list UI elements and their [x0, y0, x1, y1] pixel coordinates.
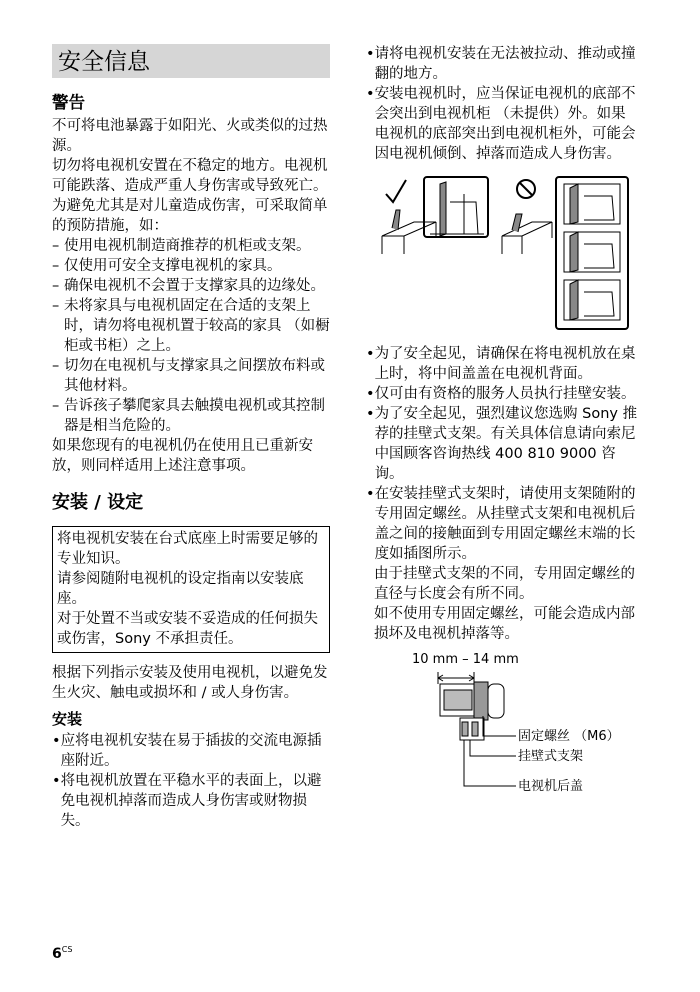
list-item: – 未将家具与电视机固定在合适的支架上时，请勿将电视机置于较高的家具 （如橱柜或书柜）之上。	[52, 298, 330, 354]
list-item: – 仅使用可安全支撑电视机的家具。	[52, 258, 282, 274]
prohibited-icon	[517, 180, 535, 198]
warning-heading: 警告	[52, 93, 85, 112]
list-item: • 在安装挂壁式支架时，请使用支架随附的专用固定螺丝。从挂壁式支架和电视机后盖之间的接触面到专用固定螺丝末端的长度如插图所示。	[366, 486, 636, 562]
note-box	[52, 526, 330, 653]
tv-placement-illustration	[366, 174, 640, 334]
list-item: – 告诉孩子攀爬家具去触摸电视机或其控制器是相当危险的。	[52, 398, 325, 434]
install-subheading: 安装	[52, 710, 83, 728]
install-heading: 安装 / 设定	[52, 492, 144, 513]
list-item: • 为了安全起见，强烈建议您选购 Sony 推荐的挂壁式支架。有关具体信息请向索尼中国顾客咨询热线 400 810 9000 咨询。	[366, 406, 638, 482]
note-line: 对于处置不当或安装不妥造成的任何损失或伤害，Sony 不承担责任。	[57, 611, 318, 647]
note-line: 将电视机安装在台式底座上时需要足够的专业知识。	[57, 531, 318, 567]
right-column	[366, 44, 640, 802]
note-line: 请参阅随附电视机的设定指南以安装底座。	[57, 571, 304, 607]
warning-paragraph-3: 如果您现有的电视机仍在使用且已重新安放，则同样适用上述注意事项。	[52, 438, 313, 474]
tv-on-stand-ng	[502, 177, 628, 329]
list-item: – 使用电视机制造商推荐的机柜或支架。	[52, 238, 311, 254]
rear-cover-label: 电视机后盖	[518, 779, 584, 794]
list-item: • 将电视机放置在平稳水平的表面上，以避免电视机掉落而造成人身伤害或财物损失。	[52, 773, 322, 829]
screw-label: 固定螺丝 （M6）	[518, 729, 620, 744]
list-item: – 切勿在电视机与支撑家具之间摆放布料或其他材料。	[52, 358, 325, 394]
warning-paragraph-1: 不可将电池暴露于如阳光、火或类似的过热源。	[52, 118, 328, 154]
checkmark-icon	[386, 180, 406, 202]
list-item: • 请将电视机安装在无法被拉动、推动或撞翻的地方。	[366, 46, 636, 82]
tv-on-stand-ok	[382, 177, 488, 254]
left-column	[52, 44, 330, 831]
screw-length-diagram	[366, 652, 640, 802]
list-item: – 确保电视机不会置于支撑家具的边缘处。	[52, 278, 325, 294]
install-intro: 根据下列指示安装及使用电视机，以避免发生火灾、触电或损坏和 / 或人身伤害。	[52, 665, 328, 701]
warning-paragraph-2: 切勿将电视机安置在不稳定的地方。电视机可能跌落、造成严重人身伤害或导致死亡。为避免尤其是对儿童造成伤害，可采取简单的预防措施，如：	[52, 158, 328, 234]
dimension-label: 10 mm – 14 mm	[412, 652, 519, 667]
precaution-list	[52, 236, 330, 436]
list-item: • 仅可由有资格的服务人员执行挂壁安装。	[366, 386, 636, 402]
screw-figure	[366, 652, 640, 802]
list-item: • 为了安全起见，请确保在将电视机放在桌上时，将中间盖盖在电视机背面。	[366, 346, 636, 382]
list-item: • 应将电视机安装在易于插拔的交流电源插座附近。	[52, 733, 322, 769]
page-number: $6^{CS}$	[52, 945, 73, 962]
bracket-label: 挂壁式支架	[518, 749, 584, 764]
tv-placement-figure	[366, 174, 640, 334]
list-item: • 安装电视机时，应当保证电视机的底部不会突出到电视机柜 （未提供）外。如果电视机的底部突出到电视机柜外，可能会因电视机倾倒、掉落而造成人身伤害。	[366, 86, 636, 162]
bullet-continuation: 由于挂壁式支架的不同，专用固定螺丝的直径与长度会有所不同。	[374, 566, 635, 602]
section-title: 安全信息	[52, 44, 330, 78]
bullet-continuation: 如不使用专用固定螺丝，可能会造成内部损坏及电视机掉落等。	[374, 606, 635, 642]
